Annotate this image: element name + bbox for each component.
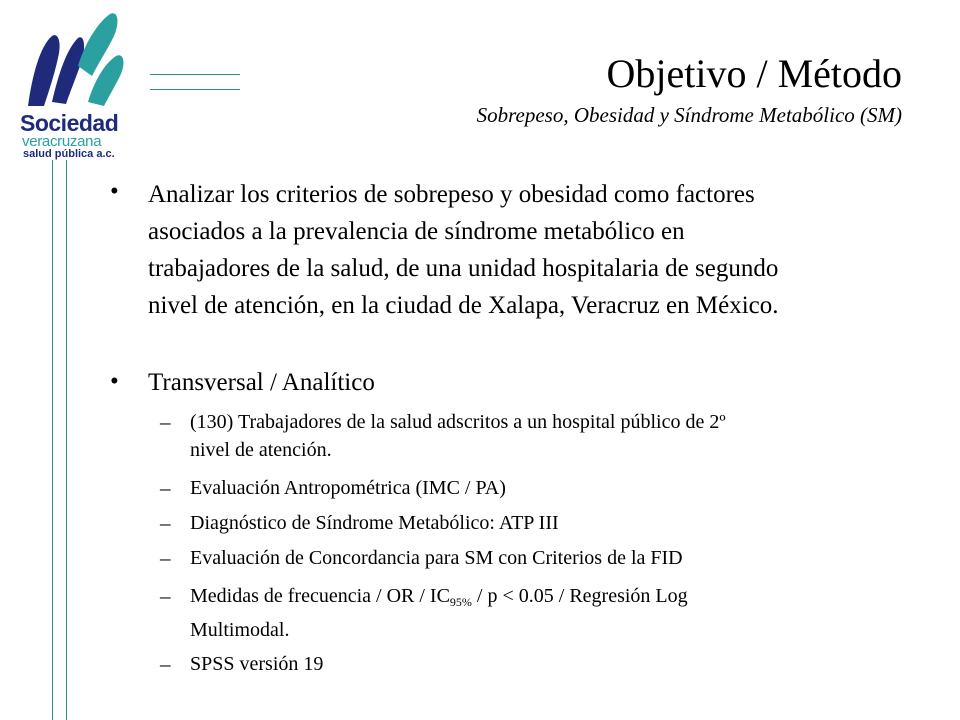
subitem-line: Diagnóstico de Síndrome Metabólico: ATP III [190, 512, 559, 534]
dash-marker: – [160, 584, 171, 608]
subitem-line: Multimodal. [190, 619, 290, 641]
bullet-objective [148, 176, 779, 324]
bullet-marker: • [110, 178, 119, 205]
bullet-line: trabajadores de la salud, de una unidad hospitalaria de segundo [148, 255, 779, 282]
subitem-line: (130) Trabajadores de la salud adscritos a un hospital público de 2º [190, 411, 726, 433]
left-rule-2 [66, 160, 67, 720]
subitem-line [190, 582, 688, 616]
bullet-line: asociados a la prevalencia de síndrome metabólico en [148, 218, 685, 245]
subitem-line: SPSS versión 19 [190, 653, 324, 675]
slide-title: Objetivo / Método [606, 51, 902, 96]
ic-subscript: 95% [449, 595, 472, 609]
dash-marker: – [160, 410, 171, 434]
logo-text-salud: salud pública a.c. [23, 148, 115, 160]
subitem-line: Evaluación Antropométrica (IMC / PA) [190, 477, 506, 499]
title-rule-2 [150, 89, 240, 90]
subitem-spss [190, 650, 323, 678]
bullet-line: Transversal / Analítico [148, 369, 375, 396]
left-rule-1 [52, 160, 53, 720]
logo-text-sociedad: Sociedad [20, 110, 119, 136]
title-rule-1 [150, 74, 240, 75]
measures-text-post: / p < 0.05 / Regresión Log [471, 585, 688, 607]
dash-marker: – [160, 476, 171, 500]
subitem-concordance [190, 544, 683, 572]
subitem-measures [190, 582, 688, 644]
slide-subtitle: Sobrepeso, Obesidad y Síndrome Metabólico (SM) [476, 103, 902, 127]
subitem-line: nivel de atención. [190, 439, 332, 461]
bullet-method [148, 364, 375, 401]
bullet-marker: • [110, 368, 119, 395]
measures-text-pre: Medidas de frecuencia / OR / IC [190, 585, 450, 607]
dash-marker: – [160, 652, 171, 676]
dash-marker: – [160, 546, 171, 570]
subitem-workers [190, 408, 726, 464]
subitem-anthropometric [190, 474, 506, 502]
subitem-line: Evaluación de Concordancia para SM con Criterios de la FID [190, 547, 683, 569]
subitem-diagnosis [190, 509, 559, 537]
logo-text-veracruzana: veracruzana [22, 133, 102, 150]
bullet-line: Analizar los criterios de sobrepeso y obesidad como factores [148, 181, 755, 208]
dash-marker: – [160, 511, 171, 535]
bullet-line: nivel de atención, en la ciudad de Xalapa, Veracruz en México. [148, 292, 779, 319]
